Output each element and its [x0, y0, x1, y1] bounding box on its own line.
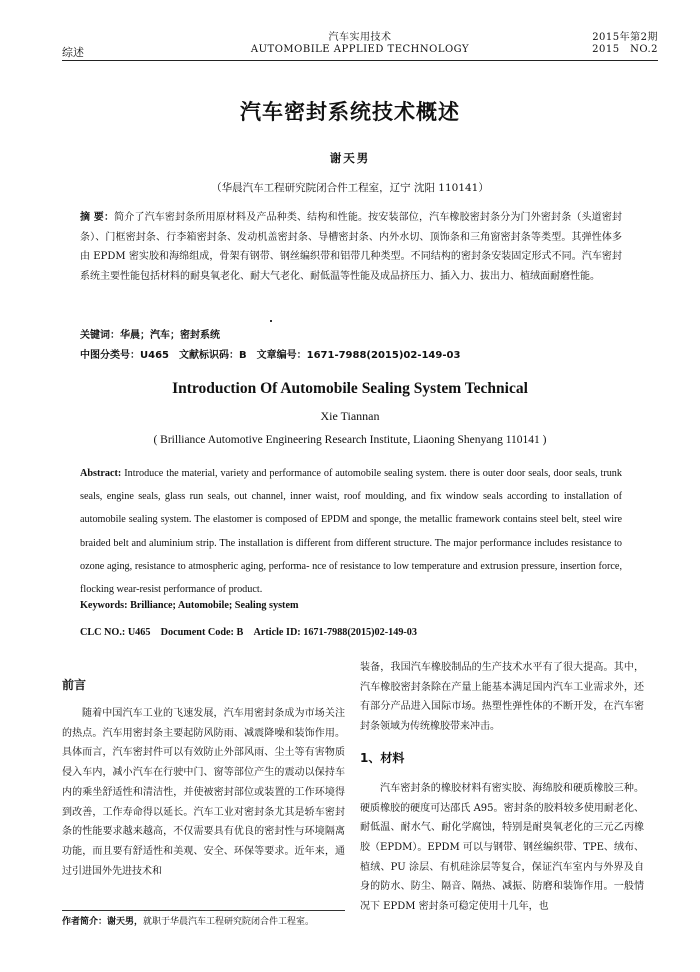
keywords-cn: 关键词：华晨；汽车；密封系统: [80, 330, 220, 341]
paper-title-en: Introduction Of Automobile Sealing System Technical: [172, 380, 528, 397]
body-column-right: [360, 658, 644, 917]
abstract-cn: [80, 208, 622, 286]
footnote-text: 就职于华晨汽车工程研究院闭合件工程室。: [143, 917, 315, 927]
keywords-en: Keywords: Brilliance; Automobile; Sealing system: [80, 600, 299, 611]
section-heading-preface: 前言: [62, 678, 87, 692]
journal-name-cn: 汽车实用技术: [328, 32, 392, 43]
body-paragraph: 随着中国汽车工业的飞速发展，汽车用密封条成为市场关注的热点。汽车用密封条主要起防风防雨、减震降噪和装饰作用。具体而言，汽车密封件可以有效防止外部风雨、尘土等有害物质侵入车内，减小汽车在行驶中门、窗等部位产生的震动以保持车内的乘坐舒适性和清洁性，并使被密封部位或装置的工作环境得到改善，工作寿命得以延长。汽车工业对密封条尤其是轿车密封条的性能要求越来越高，不仅需要具有优良的密封性与环境隔离功能，而且要有舒适性和美观、安全、环保等要求。近年来，通过引进国外先进技术和: [62, 708, 345, 877]
affiliation-cn: （华晨汽车工程研究院闭合件工程室，辽宁 沈阳 110141）: [211, 182, 489, 194]
classification-cn: 中图分类号：U465 文献标识码：B 文章编号：1671-7988(2015)02-149-03: [80, 350, 461, 361]
running-header: [62, 32, 658, 61]
body-column-left: [62, 676, 345, 881]
author-en: Xie Tiannan: [320, 409, 380, 423]
journal-name: [62, 32, 658, 56]
stray-mark: [270, 320, 272, 322]
abstract-en-text: Introduce the material, variety and performance of automobile sealing system. there is outer door seals, door seals, trunk seals, engine seals, glass run seals, out channel, inner waist, roof moulding, and fix window seals according to installation of automobile sealing system. The elastomer is composed of EPDM and sponge, the metallic framework contains steel belt, steel wire braided belt and aluminium strip. The installation is different from different structure. The major performance includes resistance to ozone aging, resistance to atmospheric aging, performa- nce of resistance to low temperature and extrusion pressure, insertion force, flocking wear-resist performance of product.: [80, 468, 622, 596]
abstract-en-label: Abstract:: [80, 468, 122, 479]
issue-en: 2015 NO.2: [592, 44, 658, 55]
body-paragraph-continued: 装备，我国汽车橡胶制品的生产技术水平有了很大提高。其中，汽车橡胶密封条除在产量上能基本满足国内汽车工业需求外，还有部分产品进入国际市场。热塑性弹性体的不断开发，在汽车密封条领域为传统橡胶带来冲击。: [360, 662, 644, 733]
affiliation-en: ( Brilliance Automotive Engineering Research Institute, Liaoning Shenyang 110141 ): [153, 434, 547, 446]
abstract-en: [80, 462, 622, 601]
journal-name-en: AUTOMOBILE APPLIED TECHNOLOGY: [250, 44, 470, 55]
section-label: 综述: [62, 46, 84, 59]
abstract-cn-label: 摘 要：: [80, 212, 115, 223]
author-footnote: [62, 910, 345, 928]
classification-en: CLC NO.: U465 Document Code: B Article ID: 1671-7988(2015)02-149-03: [80, 627, 417, 638]
issue-info: [592, 32, 658, 56]
body-paragraph: 汽车密封条的橡胶材料有密实胶、海绵胶和硬质橡胶三种。硬质橡胶的硬度可达邵氏 A95。密封条的胶料较多使用耐老化、耐低温、耐水气、耐化学腐蚀，特别是耐臭氧老化的三元乙丙橡胶（EPDM）。EPDM 可以与钢带、钢丝编织带、TPE、绒布、植绒、PU 涂层、有机硅涂层等复合，保证汽车室内与外界及自身的防水、防尘、隔音、隔热、减振、防磨和装饰作用。一般情况下 EPDM 密封条可稳定使用十几年，也: [360, 782, 644, 913]
paper-title-cn: 汽车密封系统技术概述: [240, 100, 460, 124]
abstract-cn-text: 简介了汽车密封条所用原材料及产品种类、结构和性能。按安装部位，汽车橡胶密封条分为门外密封条（头道密封条）、门框密封条、行李箱密封条、发动机盖密封条、导槽密封条、内外水切、顶饰条和三角窗密封条等类型。其弹性体多由 EPDM 密实胶和海绵组成，骨架有钢带、钢丝编织带和铝带几种类型。不同结构的密封条安装固定形式不同。汽车密封系统主要性能包括材料的耐臭氧老化、耐大气老化、耐低温等性能及成品挤压力、插入力、拔出力、植绒面耐磨性能。: [80, 212, 622, 282]
author-cn: 谢天男: [329, 151, 371, 165]
issue-cn: 2015年第2期: [592, 32, 658, 43]
footnote-label: 作者简介：谢天男，: [62, 917, 144, 927]
section-heading-materials: 1、材料: [360, 750, 405, 765]
